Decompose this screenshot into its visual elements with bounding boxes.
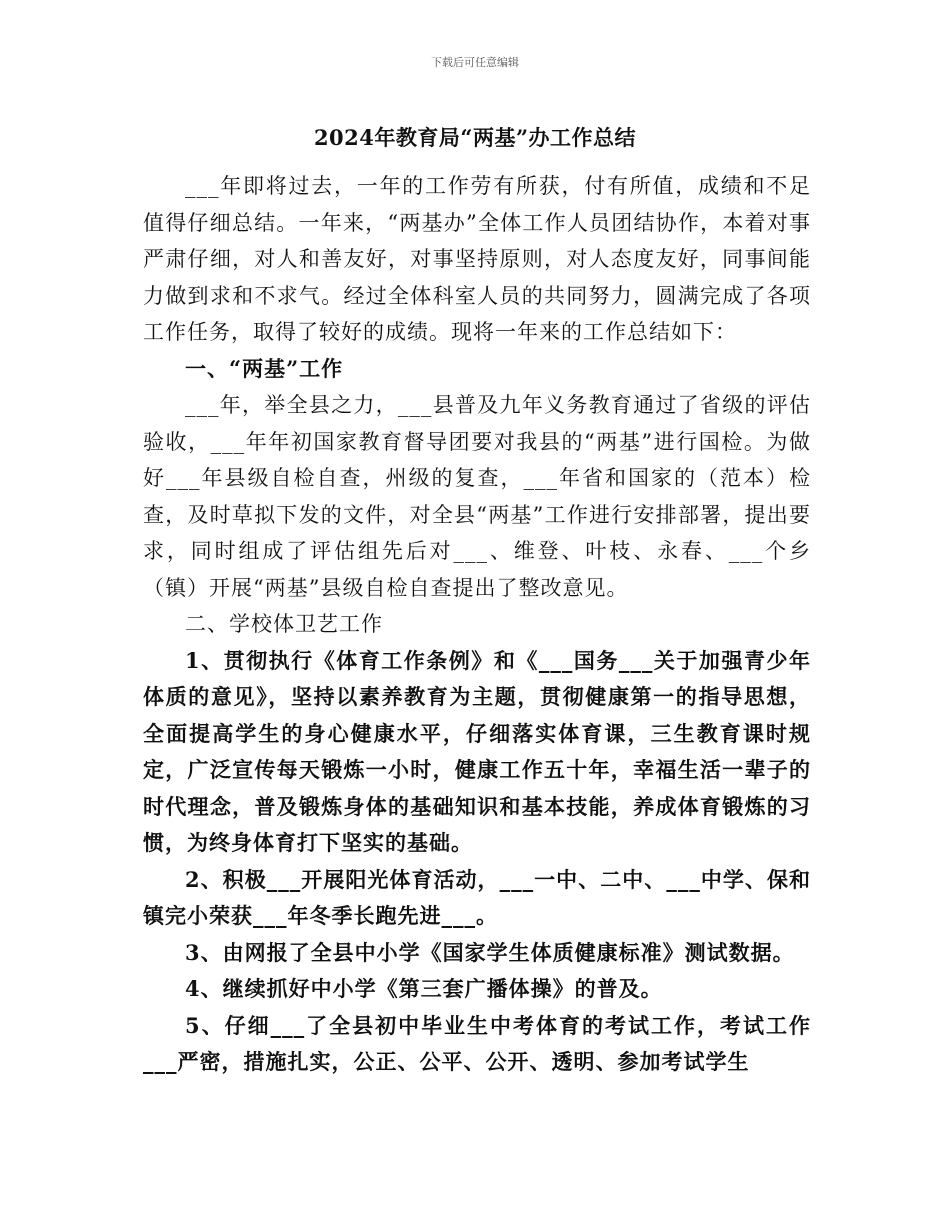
document-title: 2024年教育局“两基”办工作总结 — [313, 125, 637, 150]
section-1-paragraph: ___年，举全县之力，___县普及九年义务教育通过了省级的评估验收，___年年初国家教育督导团要对我县的“两基”进行国检。为做好___年县级自检自查，州级的复查，___年省和国家的（范本）检查，及时草拟下发的文件，对全县“两基”工作进行安排部署，提出要求，同时组成了评估组先后对___、维登、叶枝、永春、___个乡（镇）开展“两基”县级自检自查提出了整改意见。 — [143, 393, 811, 600]
item-4-paragraph: 4、继续抓好中小学《第三套广播体操》的普及。 — [185, 976, 663, 1001]
section-heading-1: 一、“两基”工作 — [185, 355, 344, 381]
item-1-paragraph: 1、贯彻执行《体育工作条例》和《___国务___关于加强青少年体质的意见》，坚持以素养教育为主题，贯彻健康第一的指导思想，全面提高学生的身心健康水平，仔细落实体育课，三生教育课时规定，广泛宣传每天锻炼一小时，健康工作五十年，幸福生活一辈子的时代理念，普及锻炼身体的基础知识和基本技能，养成体育锻炼的习惯，为终身体育打下坚实的基础。 — [143, 647, 811, 855]
section-heading-2: 二、学校体卫艺工作 — [185, 612, 383, 636]
item-5-paragraph: 5、仔细___了全县初中毕业生中考体育的考试工作，考试工作___严密，措施扎实，公正、公平、公开、透明、参加考试学生 — [143, 1012, 811, 1074]
intro-paragraph: ___年即将过去，一年的工作劳有所获，付有所值，成绩和不足值得仔细总结。一年来，“两基办”全体工作人员团结协作，本着对事严肃仔细，对人和善友好，对事坚持原则，对人态度友好，同事间能力做到求和不求气。经过全体科室人员的共同努力，圆满完成了各项工作任务，取得了较好的成绩。现将一年来的工作总结如下： — [143, 174, 811, 344]
item-2-paragraph: 2、积极___开展阳光体育活动，___一中、二中、___中学、保和镇完小荣获___年冬季长跑先进___。 — [143, 866, 811, 928]
item-3-paragraph: 3、由网报了全县中小学《国家学生体质健康标准》测试数据。 — [185, 939, 795, 965]
document-body — [143, 168, 811, 1081]
header-note: 下载后可任意编辑 — [431, 56, 519, 69]
